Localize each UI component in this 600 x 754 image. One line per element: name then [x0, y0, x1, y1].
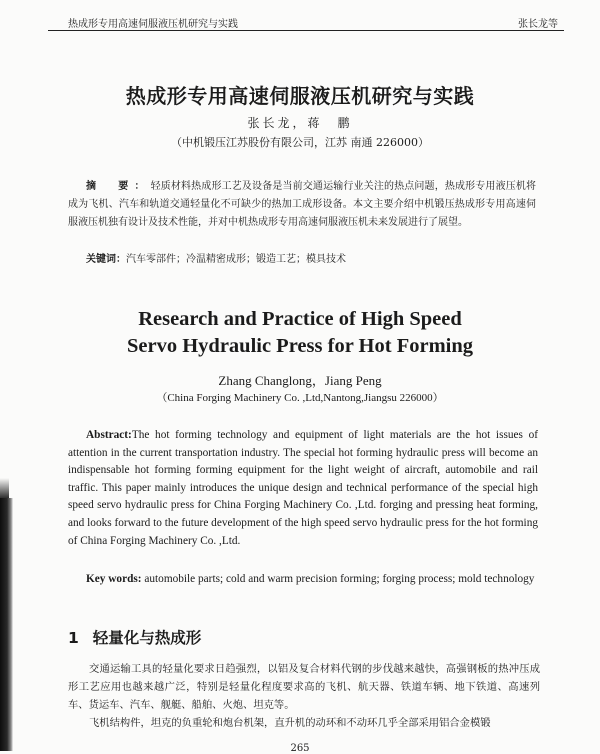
chinese-title: 热成形专用高速伺服液压机研究与实践 — [125, 84, 475, 108]
chinese-affiliation: （中机锻压江苏股份有限公司，江苏 南通 226000） — [171, 136, 429, 149]
body-paragraph-2: 飞机结构件，坦克的负重轮和炮台机架，直升机的动环和不动环几乎全部采用铝合金模锻 — [89, 717, 491, 729]
english-title-line-1: Research and Practice of High Speed — [138, 308, 462, 330]
english-abstract-text: The hot forming technology and equipment of light materials are the hot issues of attention in the current transportation industry. The special hot forming hydraulic press will become an indispensable hot forming forming equipment for the light weight of aircraft, automobile and rail traffic. This paper mainly introduces the unique design and technical performance of the special high speed servo hydraulic press for China Forging Machinery Co. ,Ltd. forging and pressing heat forming, and looks forward to the future development of the high speed servo hydraulic press for the hot forming of China Forging Machinery Co. ,Ltd. — [68, 429, 538, 547]
english-authors: Zhang Changlong，Jiang Peng — [218, 373, 382, 388]
running-header-title: 热成形专用高速伺服液压机研究与实践 — [68, 19, 238, 30]
english-keywords-text: automobile parts; cold and warm precision forming; forging process; mold technology — [144, 573, 535, 585]
section-heading — [68, 626, 201, 648]
english-keywords — [68, 571, 538, 589]
running-header — [48, 12, 564, 31]
section-title: 轻量化与热成形 — [92, 629, 202, 647]
english-keywords-label: Key words: — [86, 573, 142, 585]
chinese-abstract-text: 轻质材料热成形工艺及设备是当前交通运输行业关注的热点问题，热成形专用液压机将成为飞机、汽车和轨道交通轻量化不可缺少的热加工成形设备。本文主要介绍中机锻压热成形专用高速伺服液压机独有设计及技术性能，并对中机热成形专用高速伺服液压机未来发展进行了展望。 — [68, 181, 537, 228]
scan-binding-shadow-top — [0, 478, 9, 500]
chinese-authors: 张长龙，蒋 鹏 — [247, 116, 353, 130]
chinese-keywords-text: 汽车零部件；冷温精密成形；锻造工艺；模具技术 — [126, 254, 346, 265]
chinese-abstract — [68, 178, 536, 232]
page-number: 265 — [290, 743, 310, 754]
scan-binding-shadow — [0, 498, 13, 751]
chinese-abstract-label: 摘 要： — [86, 181, 151, 192]
chinese-keywords — [86, 250, 346, 265]
english-abstract-label: Abstract: — [86, 429, 132, 441]
section-number: 1 — [68, 629, 79, 647]
running-header-author: 张长龙等 — [518, 19, 558, 30]
english-title-line-2: Servo Hydraulic Press for Hot Forming — [127, 335, 473, 357]
english-affiliation: （China Forging Machinery Co. ,Ltd,Nantong,Jiangsu 226000） — [156, 392, 444, 404]
chinese-keywords-label: 关键词： — [86, 254, 126, 265]
english-abstract — [68, 427, 538, 550]
english-title — [0, 306, 600, 360]
body-paragraph-1: 交通运输工具的轻量化要求日趋强烈，以铝及复合材料代钢的步伐越来越快，高强钢板的热冲压成形工艺应用也越来越广泛，特别是轻量化程度要求高的飞机、航天器、铁道车辆、地下铁道、高速列车、货运车、汽车、舰艇、船舶、火炮、坦克等。 — [68, 663, 540, 711]
